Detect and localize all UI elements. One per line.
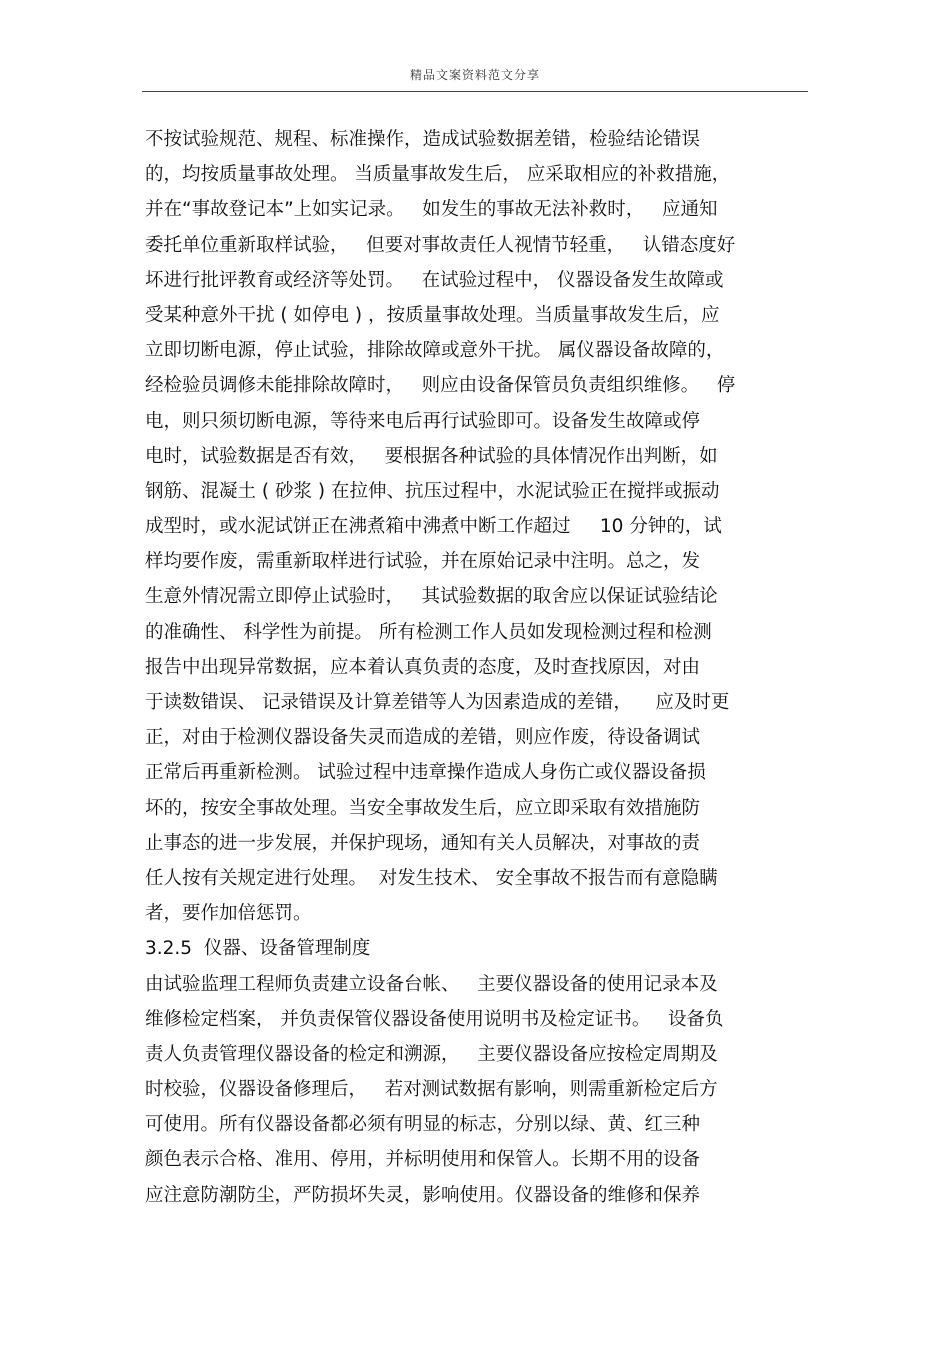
text-line: 的，均按质量事故处理。 当质量事故发生后， 应采取相应的补救措施， [145,164,731,186]
text-line: 时校验，仪器设备修理后， 若对测试数据有影响，则需重新检定后方 [145,1079,718,1101]
text-line: 电时，试验数据是否有效， 要根据各种试验的具体情况作出判断，如 [145,445,718,467]
text-line: 报告中出现异常数据，应本着认真负责的态度，及时查找原因，对由 [145,656,701,678]
text-line: 委托单位重新取样试验， 但要对事故责任人视情节轻重， 认错态度好 [145,234,736,256]
text-line: 不按试验规范、规程、标准操作，造成试验数据差错，检验结论错误 [145,129,701,150]
text-line: 可使用。所有仪器设备都必须有明显的标志，分别以绿、黄、红三种 [145,1114,701,1136]
text-line: 坏的，按安全事故处理。当安全事故发生后，应立即采取有效措施防 [145,797,701,819]
text-line: 样均要作废，需重新取样进行试验，并在原始记录中注明。总之，发 [145,551,701,573]
text-line: 责人负责管理仪器设备的检定和溯源， 主要仪器设备应按检定周期及 [145,1043,718,1065]
text-line: 坏进行批评教育或经济等处罚。 在试验过程中， 仪器设备发生故障或 [145,269,724,291]
text-line: 经检验员调修未能排除故障时， 则应由设备保管员负责组织维修。 停 [145,375,736,397]
text-line: 并在“事故登记本”上如实记录。 如发生的事故无法补救时， 应通知 [145,199,718,221]
text-line: 者，要作加倍惩罚。 [145,903,312,925]
text-line: 维修检定档案， 并负责保管仪器设备使用说明书及检定证书。 设备负 [145,1008,724,1030]
text-line: 于读数错误、 记录错误及计算差错等人为因素造成的差错， 应及时更 [145,692,730,713]
page-header: 精品文案资料范文分享 [409,68,540,82]
text-line: 电，则只须切断电源，等待来电后再行试验即可。设备发生故障或停 [145,410,701,432]
text-line: 由试验监理工程师负责建立设备台帐、 主要仪器设备的使用记录本及 [145,973,718,995]
document-body [145,122,815,1213]
text-line: 钢筋、混凝土 ( 砂浆 ) 在拉伸、抗压过程中，水泥试验正在搅拌或振动 [145,480,720,502]
text-line: 正常后再重新检测。 试验过程中违章操作造成人身伤亡或仪器设备损 [145,762,706,784]
text-line: 应注意防潮防尘，严防损坏失灵，影响使用。仪器设备的维修和保养 [145,1184,701,1206]
text-line: 成型时，或水泥试饼正在沸煮箱中沸煮中断工作超过 10 分钟的，试 [145,516,722,538]
text-line: 止事态的进一步发展，并保护现场，通知有关人员解决，对事故的责 [145,832,701,854]
text-line: 受某种意外干扰 ( 如停电 ) ，按质量事故处理。当质量事故发生后，应 [145,304,720,326]
section-heading: 3.2.5 仪器、设备管理制度 [145,938,371,960]
text-line: 的准确性、 科学性为前提。 所有检测工作人员如发现检测过程和检测 [145,621,712,643]
text-line: 正，对由于检测仪器设备失灵而造成的差错，则应作废，待设备调试 [145,727,701,749]
text-line: 生意外情况需立即停止试验时， 其试验数据的取舍应以保证试验结论 [145,586,718,608]
header-divider [142,91,808,92]
text-line: 任人按有关规定进行处理。 对发生技术、 安全事故不报告而有意隐瞒 [145,867,718,889]
text-line: 立即切断电源，停止试验，排除故障或意外干扰。 属仪器设备故障的， [145,340,725,362]
text-line: 颜色表示合格、准用、停用，并标明使用和保管人。长期不用的设备 [145,1149,701,1171]
